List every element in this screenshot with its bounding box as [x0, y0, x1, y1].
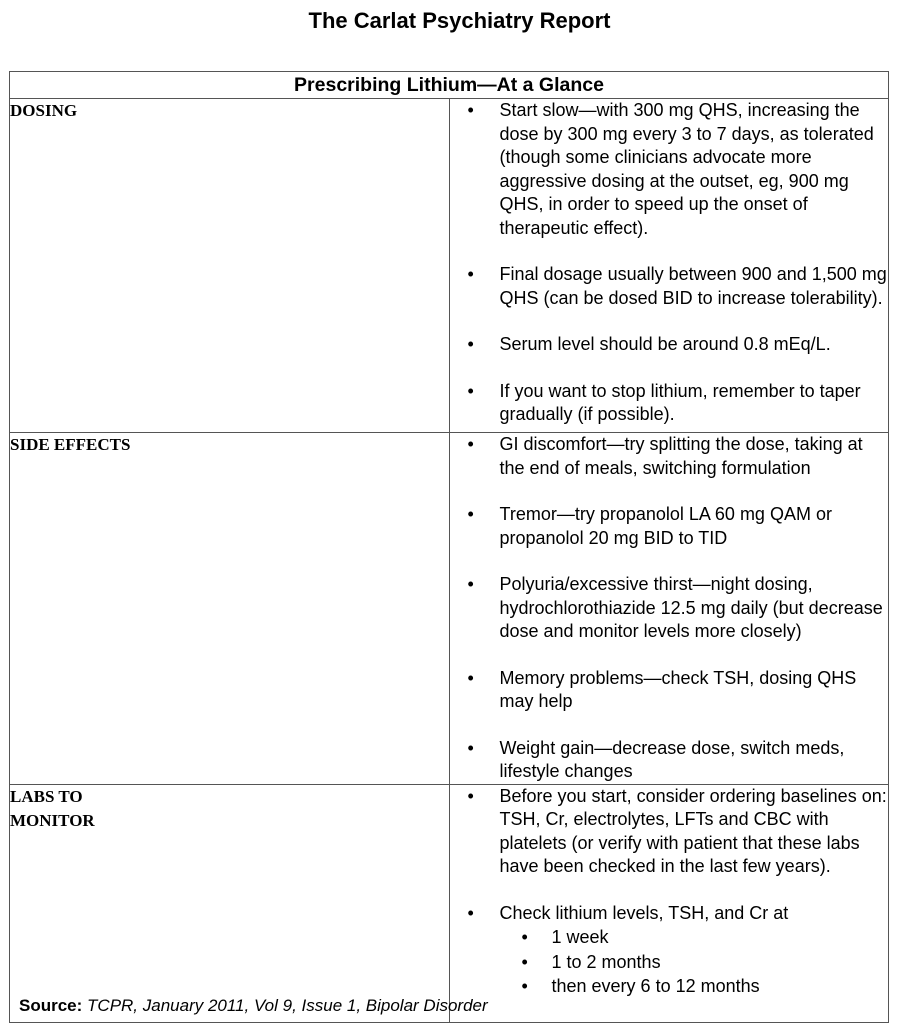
dosing-content	[449, 99, 889, 433]
dosing-list	[450, 99, 889, 427]
list-item: • Memory problems—check TSH, dosing QHS may help	[450, 667, 889, 714]
sub-list-item: • 1 to 2 months	[500, 950, 889, 975]
source-label: Source:	[19, 996, 83, 1015]
side-effects-content	[449, 433, 889, 785]
sub-list	[500, 925, 889, 999]
labs-content	[449, 784, 889, 1022]
labs-label-line-2: MONITOR	[10, 810, 95, 830]
source-text: TCPR, January 2011, Vol 9, Issue 1, Bipolar Disorder	[87, 996, 488, 1015]
source-footnote	[19, 996, 488, 1016]
dosing-label: DOSING	[10, 99, 450, 433]
dosing-row	[10, 99, 889, 433]
list-item: • GI discomfort—try splitting the dose, taking at the end of meals, switching formulation	[450, 433, 889, 480]
table-header-row	[10, 72, 889, 99]
side-effects-list	[450, 433, 889, 784]
page-title: The Carlat Psychiatry Report	[308, 8, 611, 33]
list-item: • Serum level should be around 0.8 mEq/L.	[450, 333, 889, 357]
sub-list-item: • then every 6 to 12 months	[500, 974, 889, 999]
list-item: • If you want to stop lithium, remember to taper gradually (if possible).	[450, 380, 889, 427]
lithium-table	[9, 71, 889, 1023]
list-item-text: Check lithium levels, TSH, and Cr at	[499, 902, 789, 923]
labs-label-line-1: LABS TO	[10, 786, 83, 806]
list-item: • Tremor—try propanolol LA 60 mg QAM or propanolol 20 mg BID to TID	[450, 503, 889, 550]
labs-row	[10, 784, 889, 1022]
labs-label	[10, 784, 450, 1022]
list-item	[450, 902, 889, 999]
sub-list-item: • 1 week	[500, 925, 889, 950]
labs-list	[450, 785, 889, 999]
list-item: • Weight gain—decrease dose, switch meds, lifestyle changes	[450, 737, 889, 784]
list-item: • Final dosage usually between 900 and 1,500 mg QHS (can be dosed BID to increase tolerability).	[450, 263, 889, 310]
list-item: • Before you start, consider ordering baselines on: TSH, Cr, electrolytes, LFTs and CBC with platelets (or verify with patient that these labs have been checked in the last few years).	[450, 785, 889, 879]
side-effects-row	[10, 433, 889, 785]
list-item: • Start slow—with 300 mg QHS, increasing the dose by 300 mg every 3 to 7 days, as tolerated (though some clinicians advocate more aggressive dosing at the outset, eg, 900 mg QHS, in order to speed up the onset of therapeutic effect).	[450, 99, 889, 240]
table-heading: Prescribing Lithium—At a Glance	[10, 72, 889, 99]
list-item: • Polyuria/excessive thirst—night dosing, hydrochlorothiazide 12.5 mg daily (but decrease dose and monitor levels more closely)	[450, 573, 889, 644]
side-effects-label: SIDE EFFECTS	[10, 433, 450, 785]
